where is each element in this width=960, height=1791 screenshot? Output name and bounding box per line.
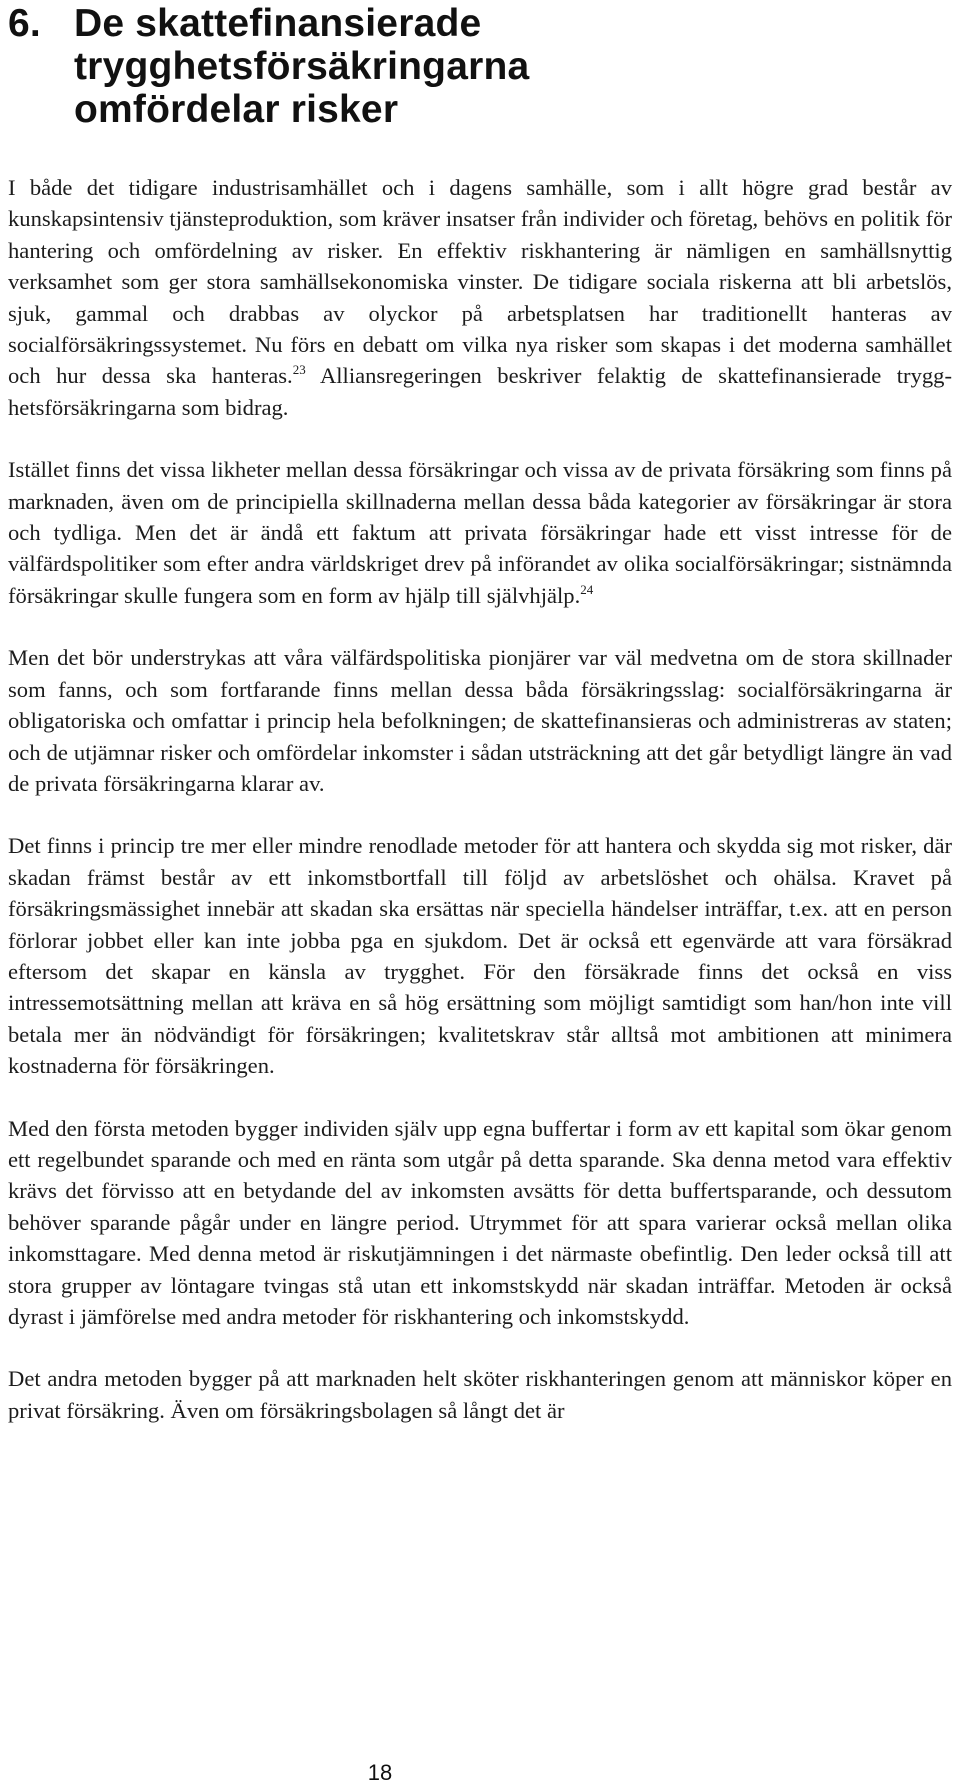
paragraph [8, 642, 952, 799]
footnote-ref: 24 [580, 581, 594, 597]
paragraph [8, 172, 952, 423]
paragraph-text: Det andra metoden bygger på att marknaden helt sköter riskhanteringen genom att människor köper en privat försäkring. Även om försäkringsbolagen så långt det är [8, 1366, 952, 1423]
paragraph [8, 1113, 952, 1333]
chapter-heading [8, 2, 952, 131]
paragraph-text-continued: Alliansregeringen beskriver felaktig de skattefinansierade trygghetsförsäkringarna som bidrag. [8, 363, 952, 420]
paragraph [8, 1363, 952, 1426]
paragraph-text: Istället finns det vissa likheter mellan dessa försäkringar och vissa av de privata försäkring som finns på marknaden, även om de principiella skillnaderna mellan dessa båda kategorier av försäkringar är stora och tydliga. Men det är ändå ett faktum att privata försäkringar hade ett visst intresse för de välfärdspolitiker som efter andra världskriget drev på införandet av olika socialförsäkringar; sistnämnda försäkringar skulle fungera som en form av hjälp till självhjälp. [8, 457, 952, 608]
page-number: 18 [367, 1760, 393, 1785]
footnote-ref: 23 [292, 362, 306, 378]
paragraph-text: Det finns i princip tre mer eller mindre renodlade metoder för att hantera och skydda sig mot risker, där skadan främst består av ett inkomstbortfall till följd av arbetslöshet och ohälsa. Kravet på försäkringsmässighet innebär att skadan ska ersättas när speciella händelser inträffar, t.ex. att en person förlorar jobbet eller kan inte jobba pga en sjukdom. Det är också ett egenvärde att vara försäkrad eftersom det skapar en känsla av trygghet. För den försäkrade finns det också en viss intressemotsättning mellan att kräva en så hög ersättning som möjligt samtidigt som han/hon inte vill betala mer än nödvändigt för försäkringen; kvalitetskrav står alltså mot ambitionen att minimera kostnaderna för försäkringen. [8, 833, 952, 1079]
chapter-title: De skattefinansierade trygghetsförsäkringarna omfördelar risker [74, 2, 530, 131]
chapter-number: 6. [8, 2, 41, 45]
paragraph [8, 454, 952, 611]
body-text [8, 172, 952, 1426]
paragraph-text: Men det bör understrykas att våra välfärdspolitiska pionjärer var väl medvetna om de stora skillnader som fanns, och som fortfarande finns mellan dessa båda försäkringsslag: socialförsäkringarna är obligatoriska och omfattar i princip hela befolkningen; de skattefinansieras och administreras av staten; och de utjämnar risker och omfördelar inkomster i sådan utsträckning att det går betydligt längre än vad de privata försäkringarna klarar av. [8, 645, 952, 796]
paragraph [8, 830, 952, 1081]
paragraph-text: I både det tidigare industrisamhället och i dagens samhälle, som i allt högre grad består av kunskapsintensiv tjänsteproduktion, som kräver insatser från individer och företag, behövs en politik för hantering och omfördelning av risker. En effektiv riskhantering är nämligen en samhällsnyttig verksamhet som ger stora samhällsekonomiska vinster. De tidigare sociala riskerna att bli arbetslös, sjuk, gammal och drabbas av olyckor på arbetsplatsen har traditionellt hanteras av socialförsäkringssystemet. Nu förs en debatt om vilka nya risker som skapas i det moderna samhället och hur dessa ska hanteras. [8, 175, 952, 389]
paragraph-text: Med den första metoden bygger individen själv upp egna buffertar i form av ett kapital som ökar genom ett regelbundet sparande och med en ränta som utgår på detta sparande. Ska denna metod vara effektiv krävs det förvisso att en betydande del av inkomsten avsätts för detta buffertsparande, och dessutom behöver sparande pågår under en längre period. Utrymmet för att spara varierar också mellan olika inkomsttagare. Med denna metod är riskutjämningen i det närmaste obefintlig. Den leder också till att stora grupper av löntagare tvingas stå utan ett inkomstskydd när skadan inträffar. Metoden är också dyrast i jämförelse med andra metoder för riskhantering och inkomstskydd. [8, 1115, 952, 1329]
